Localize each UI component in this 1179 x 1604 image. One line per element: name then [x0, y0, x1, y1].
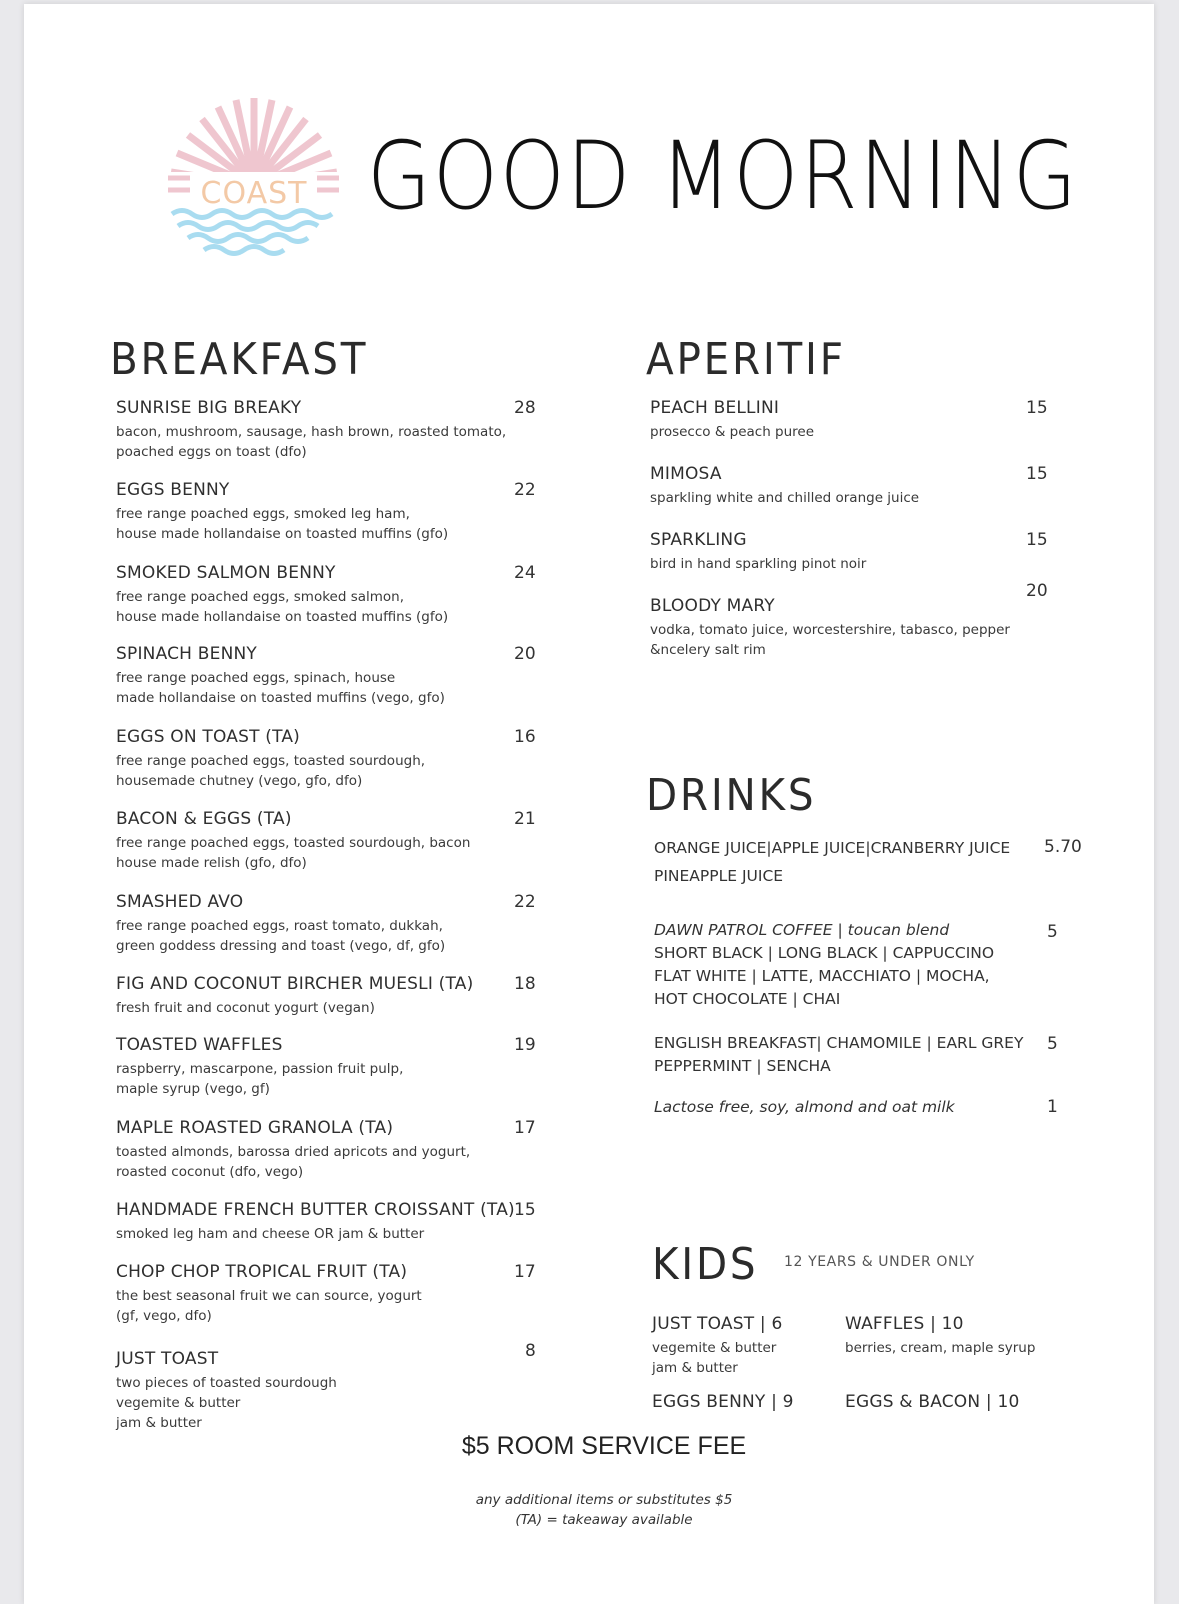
menu-item-description: toasted almonds, barossa dried apricots and yogurt,	[116, 1144, 471, 1160]
menu-item	[652, 1392, 794, 1412]
juice-line-1: ORANGE JUICE|APPLE JUICE|CRANBERRY JUICE	[654, 839, 1011, 857]
waves-icon	[172, 211, 332, 254]
menu-item-description: smoked leg ham and cheese OR jam & butter	[116, 1226, 425, 1242]
drinks-juice	[654, 834, 1010, 890]
menu-item-description: free range poached eggs, toasted sourdough,	[116, 753, 426, 769]
menu-item-description: vegemite & butter	[116, 1395, 241, 1411]
menu-item-name: SPARKLING	[650, 530, 747, 550]
menu-item-description: made hollandaise on toasted muffins (vego, gfo)	[116, 690, 445, 706]
menu-item	[116, 1035, 403, 1099]
menu-page	[24, 4, 1154, 1604]
menu-item	[116, 563, 448, 627]
menu-item	[845, 1314, 1035, 1358]
coast-logo	[166, 90, 341, 265]
menu-item-description: prosecco & peach puree	[650, 424, 815, 440]
menu-item	[650, 530, 866, 574]
milk-line: Lactose free, soy, almond and oat milk	[654, 1098, 955, 1116]
kids-subtitle: 12 YEARS & UNDER ONLY	[784, 1254, 975, 1270]
menu-item-name: FIG AND COCONUT BIRCHER MUESLI (TA)	[116, 974, 474, 994]
aperitif-title: APERITIF	[646, 334, 846, 385]
menu-item-price: 22	[514, 892, 536, 912]
menu-item-price: 16	[514, 727, 536, 747]
menu-item-price: 21	[514, 809, 536, 829]
menu-item	[116, 727, 425, 791]
menu-item-name: MIMOSA	[650, 464, 722, 484]
menu-item-name: BACON & EGGS (TA)	[116, 809, 292, 829]
menu-item-price: 17	[514, 1118, 536, 1138]
menu-item-price: 20	[1026, 581, 1048, 601]
menu-item-name: WAFFLES | 10	[845, 1314, 964, 1334]
menu-item-name: MAPLE ROASTED GRANOLA (TA)	[116, 1118, 394, 1138]
kids-title: KIDS	[652, 1239, 759, 1290]
menu-item-price: 22	[514, 480, 536, 500]
menu-item-description: berries, cream, maple syrup	[845, 1340, 1036, 1356]
menu-item	[116, 974, 473, 1018]
menu-item-name: EGGS ON TOAST (TA)	[116, 727, 301, 747]
menu-item-description: bird in hand sparkling pinot noir	[650, 556, 867, 572]
menu-item-name: BLOODY MARY	[650, 596, 775, 616]
menu-item-name: PEACH BELLINI	[650, 398, 780, 418]
coffee-price: 5	[1047, 922, 1058, 942]
menu-item-description: jam & butter	[116, 1415, 202, 1431]
menu-item	[650, 596, 1010, 660]
menu-item-price: 8	[525, 1341, 536, 1361]
menu-item-price: 24	[514, 563, 536, 583]
menu-item-name: SUNRISE BIG BREAKY	[116, 398, 302, 418]
menu-item-name: EGGS BENNY | 9	[652, 1392, 794, 1412]
menu-item	[116, 1349, 337, 1433]
coffee-line-1: SHORT BLACK | LONG BLACK | CAPPUCCINO	[654, 944, 995, 962]
menu-item-description: house made relish (gfo, dfo)	[116, 855, 307, 871]
menu-item-name: SPINACH BENNY	[116, 644, 257, 664]
sun-rays-icon	[171, 98, 337, 185]
menu-item-description: bacon, mushroom, sausage, hash brown, roasted tomato,	[116, 424, 507, 440]
menu-item-description: house made hollandaise on toasted muffins (gfo)	[116, 609, 449, 625]
menu-item	[116, 809, 470, 873]
menu-item-description: vodka, tomato juice, worcestershire, tabasco, pepper	[650, 622, 1010, 638]
menu-item-name: CHOP CHOP TROPICAL FRUIT (TA)	[116, 1262, 408, 1282]
coffee-line-2: FLAT WHITE | LATTE, MACCHIATO | MOCHA,	[654, 967, 990, 985]
coffee-heading: DAWN PATROL COFFEE | toucan blend	[654, 921, 950, 939]
menu-item-name: EGGS & BACON | 10	[845, 1392, 1020, 1412]
menu-item-description: free range poached eggs, smoked leg ham,	[116, 506, 410, 522]
menu-item-description: fresh fruit and coconut yogurt (vegan)	[116, 1000, 375, 1016]
menu-item-name: SMASHED AVO	[116, 892, 244, 912]
footnote-substitutes: any additional items or substitutes $5	[475, 1492, 733, 1508]
menu-item-description: sparkling white and chilled orange juice	[650, 490, 920, 506]
tea-price: 5	[1047, 1034, 1058, 1054]
room-service-fee: $5 ROOM SERVICE FEE	[461, 1432, 747, 1460]
menu-item-description: green goddess dressing and toast (vego, df, gfo)	[116, 938, 446, 954]
menu-item-description: the best seasonal fruit we can source, yogurt	[116, 1288, 422, 1304]
coffee-line-3: HOT CHOCOLATE | CHAI	[654, 990, 841, 1008]
menu-item-description: housemade chutney (vego, gfo, dfo)	[116, 773, 363, 789]
page-headline: GOOD MORNING	[367, 122, 1079, 231]
tea-line-1: ENGLISH BREAKFAST| CHAMOMILE | EARL GREY	[654, 1034, 1024, 1052]
menu-item-description: (gf, vego, dfo)	[116, 1308, 212, 1324]
juice-price: 5.70	[1044, 837, 1082, 857]
menu-item-description: house made hollandaise on toasted muffins (gfo)	[116, 526, 449, 542]
drinks-coffee	[654, 919, 994, 1011]
menu-item-name: JUST TOAST | 6	[652, 1314, 783, 1334]
menu-item	[116, 480, 448, 544]
menu-item-name: HANDMADE FRENCH BUTTER CROISSANT (TA)	[116, 1200, 515, 1220]
menu-item-description: poached eggs on toast (dfo)	[116, 444, 307, 460]
menu-item-price: 28	[514, 398, 536, 418]
menu-item-price: 20	[514, 644, 536, 664]
tea-line-2: PEPPERMINT | SENCHA	[654, 1057, 831, 1075]
menu-item-description: free range poached eggs, roast tomato, dukkah,	[116, 918, 443, 934]
breakfast-title: BREAKFAST	[110, 334, 369, 385]
menu-item	[650, 464, 919, 508]
menu-item-description: jam & butter	[652, 1360, 738, 1376]
menu-item-description: two pieces of toasted sourdough	[116, 1375, 337, 1391]
menu-item-price: 17	[514, 1262, 536, 1282]
menu-item-description: free range poached eggs, smoked salmon,	[116, 589, 405, 605]
menu-item	[650, 398, 814, 442]
menu-item-price: 15	[514, 1200, 536, 1220]
milk-price: 1	[1047, 1097, 1058, 1117]
menu-item-price: 18	[514, 974, 536, 994]
drinks-tea	[654, 1032, 1023, 1078]
menu-item	[116, 1118, 470, 1182]
menu-item-name: TOASTED WAFFLES	[116, 1035, 283, 1055]
logo-text: COAST	[200, 176, 308, 211]
menu-item-description: maple syrup (vego, gf)	[116, 1081, 270, 1097]
menu-item	[116, 644, 445, 708]
menu-item	[652, 1314, 782, 1378]
menu-item-price: 19	[514, 1035, 536, 1055]
menu-item-name: EGGS BENNY	[116, 480, 230, 500]
menu-item-price: 15	[1026, 530, 1048, 550]
juice-line-2: PINEAPPLE JUICE	[654, 867, 784, 885]
drinks-milk	[654, 1096, 955, 1119]
menu-item	[116, 398, 506, 462]
menu-item	[116, 1200, 515, 1244]
menu-item-name: SMOKED SALMON BENNY	[116, 563, 336, 583]
menu-item-description: roasted coconut (dfo, vego)	[116, 1164, 304, 1180]
menu-item-description: free range poached eggs, toasted sourdough, bacon	[116, 835, 471, 851]
menu-item-description: &ncelery salt rim	[650, 642, 766, 658]
menu-item	[845, 1392, 1019, 1412]
menu-item	[116, 892, 445, 956]
menu-item-price: 15	[1026, 464, 1048, 484]
drinks-title: DRINKS	[646, 770, 817, 821]
footnote-takeaway: (TA) = takeaway available	[515, 1512, 693, 1528]
menu-item	[116, 1262, 422, 1326]
menu-item-description: free range poached eggs, spinach, house	[116, 670, 396, 686]
menu-item-name: JUST TOAST	[116, 1349, 219, 1369]
menu-item-price: 15	[1026, 398, 1048, 418]
menu-item-description: raspberry, mascarpone, passion fruit pulp,	[116, 1061, 404, 1077]
menu-item-description: vegemite & butter	[652, 1340, 777, 1356]
